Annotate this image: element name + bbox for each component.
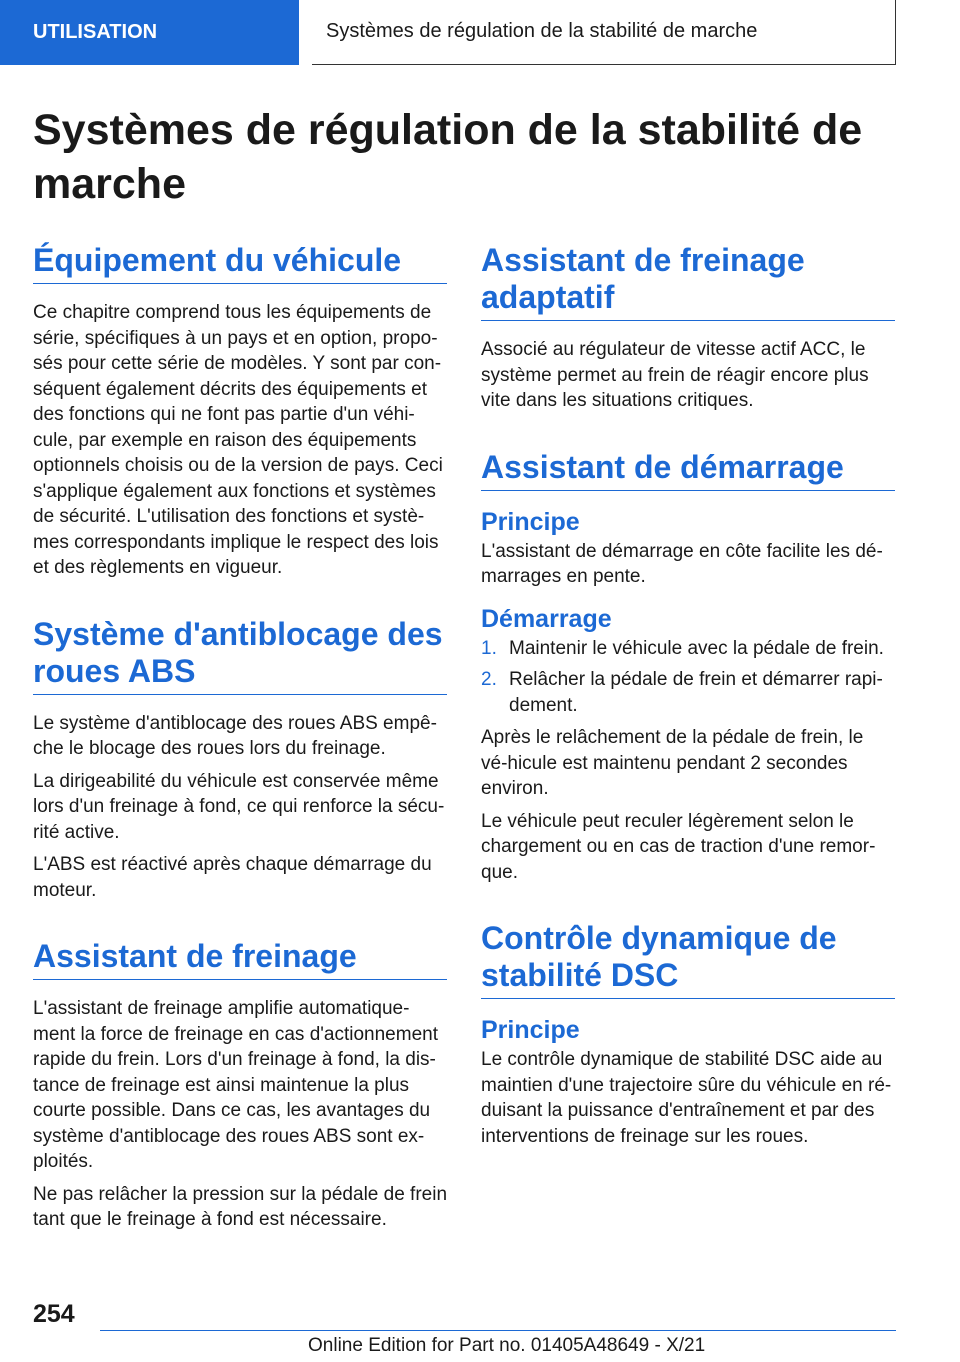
paragraph-principe-demarrage: L'assistant de démarrage en côte facilite les dé-marrages en pente. <box>481 540 883 587</box>
paragraph-abs-3: L'ABS est réactivé après chaque démarrage du moteur. <box>33 854 432 901</box>
subheading-principe-dsc: Principe <box>481 1016 580 1044</box>
right-column <box>481 242 895 1156</box>
page-title: Systèmes de régulation de la stabilité de marche <box>33 106 863 208</box>
page-number: 254 <box>33 1300 75 1328</box>
paragraph-freinage-2: Ne pas relâcher la pression sur la pédale de frein tant que le freinage à fond est nécessaire. <box>33 1183 448 1230</box>
paragraph-abs-2: La dirigeabilité du véhicule est conservée même lors d'un freinage à fond, ce qui renforce la sécu-rité active. <box>33 770 445 843</box>
paragraph-after-steps-1: Après le relâchement de la pédale de frein, le vé-hicule est maintenu pendant 2 secondes environ. <box>481 727 864 799</box>
subheading-demarrage: Démarrage <box>481 604 612 633</box>
step-text: Maintenir le véhicule avec la pédale de frein. <box>509 637 884 659</box>
paragraph-equipement: Ce chapitre comprend tous les équipements de série, spécifiques à un pays et en option, propo-sés pour cette série de modèles. Y sont par con-séquent également décrits des équipements et des fonctions qui ne font pas partie d'un véhi-cule, par exemple en raison des équipements optionnels choisis ou de la version de pays. Ceci s'applique également aux fonctions et systèmes de sécurité. L'utilisation des fonctions et systè-mes correspondants implique le respect des lois et des règlements en vigueur. <box>33 302 443 578</box>
list-item <box>481 667 895 718</box>
heading-freinage-adaptatif: Assistant de freinage adaptatif <box>481 242 895 321</box>
paragraph-principe-dsc: Le contrôle dynamique de stabilité DSC aide au maintien d'une trajectoire sûre du véhicule en ré-duisant la puissance d'entraînement et par des interventions de freinage sur les roues. <box>481 1049 892 1147</box>
step-number: 2. <box>481 669 497 690</box>
heading-equipement: Équipement du véhicule <box>33 242 447 284</box>
step-number: 1. <box>481 637 497 659</box>
paragraph-freinage-adaptatif: Associé au régulateur de vitesse actif ACC, le système permet au frein de réagir encore plus vite dans les situations critiques. <box>481 339 869 411</box>
left-column <box>33 242 447 1240</box>
list-item <box>481 636 895 662</box>
heading-abs: Système d'antiblocage des roues ABS <box>33 616 447 695</box>
heading-dsc: Contrôle dynamique de stabilité DSC <box>481 920 895 999</box>
paragraph-after-steps-2: Le véhicule peut reculer légèrement selon le chargement ou en cas de traction d'une remor-que. <box>481 810 876 883</box>
heading-demarrage-assist: Assistant de démarrage <box>481 449 895 491</box>
paragraph-abs-1: Le système d'antiblocage des roues ABS empê-che le blocage des roues lors du freinage. <box>33 712 437 759</box>
edition-text: Online Edition for Part no. 01405A48649 - X/21 <box>308 1335 706 1356</box>
step-text: Relâcher la pédale de frein et démarrer rapi-dement. <box>509 669 883 716</box>
subheading-principe: Principe <box>481 507 580 536</box>
section-tab: UTILISATION <box>0 0 299 65</box>
heading-freinage: Assistant de freinage <box>33 938 447 980</box>
demarrage-steps <box>481 636 895 719</box>
paragraph-freinage-1: L'assistant de freinage amplifie automatique-ment la force de freinage en cas d'actionnement rapide du frein. Lors d'un freinage à fond, la dis-tance de freinage est ainsi maintenue la plus courte possible. Dans ce cas, les avantages du système d'antiblocage des roues ABS sont ex-ploités. <box>33 998 438 1172</box>
footer-divider <box>100 1330 896 1331</box>
chapter-title: Systèmes de régulation de la stabilité de marche <box>312 0 896 65</box>
